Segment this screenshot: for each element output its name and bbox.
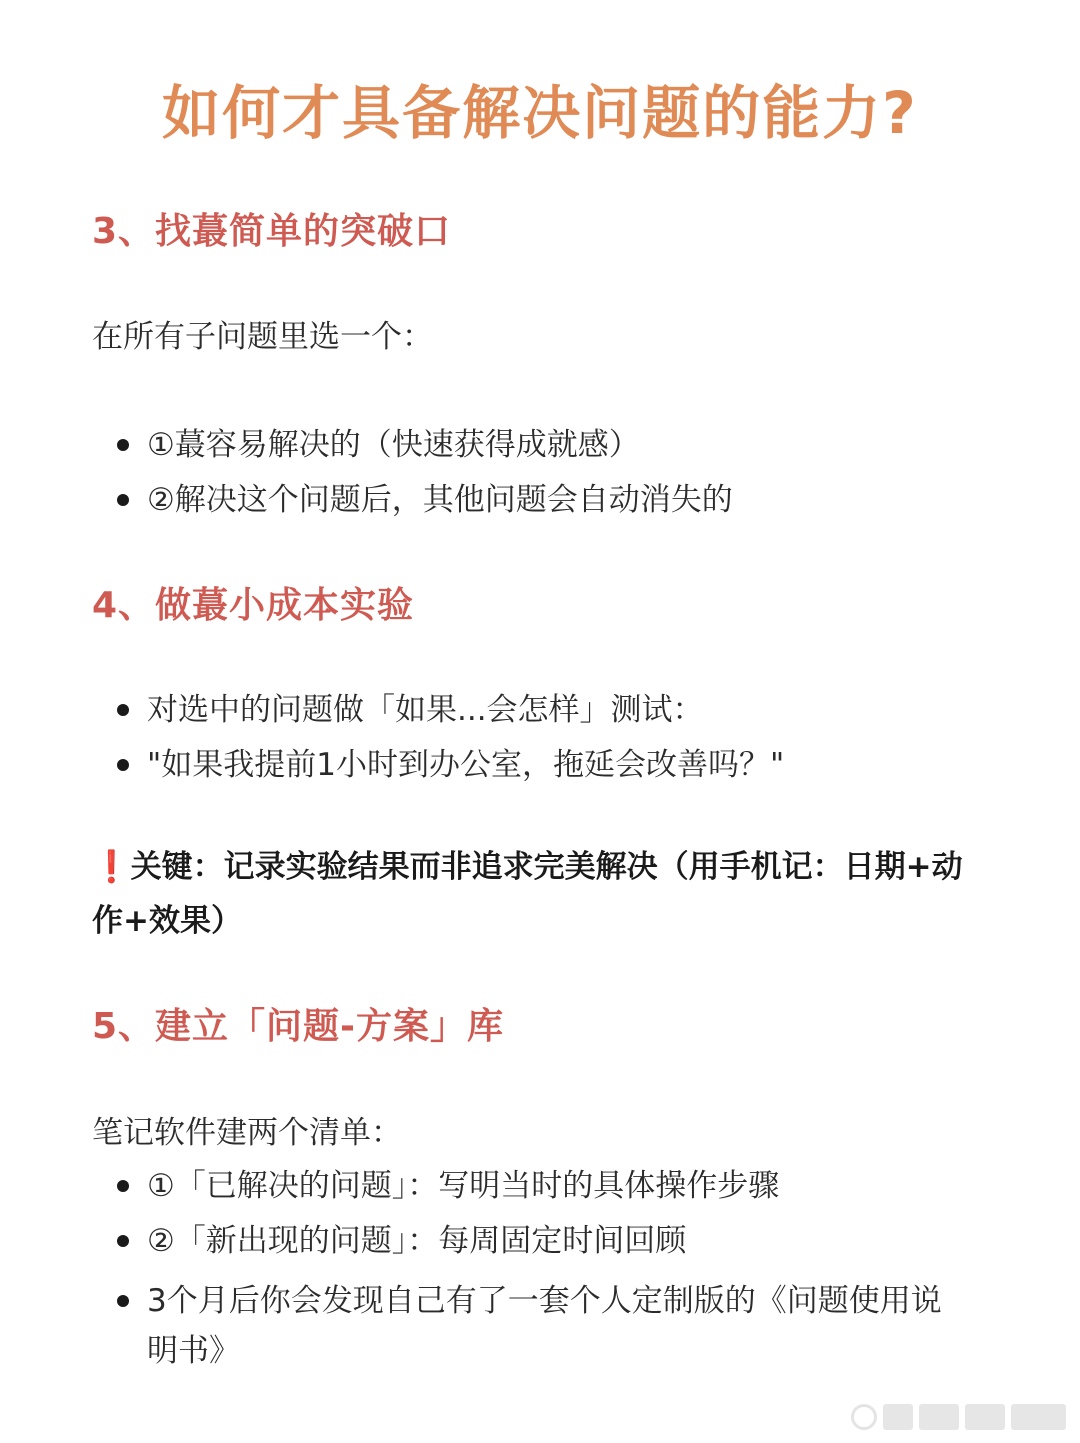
list-item-text: 对选中的问题做「如果...会怎样」测试： <box>147 692 704 728</box>
list-item <box>92 1276 982 1376</box>
bullet-dot-icon <box>117 759 129 771</box>
section-5-heading: 5、建立「问题-方案」库 <box>92 1006 504 1047</box>
section-5-intro: 笔记软件建两个清单： <box>92 1115 402 1151</box>
list-item-text: ①「已解决的问题」：写明当时的具体操作步骤 <box>147 1168 780 1204</box>
section-4-heading: 4、做蕞小成本实验 <box>92 585 415 626</box>
watermark-mark <box>965 1404 1005 1430</box>
bullet-dot-icon <box>117 494 129 506</box>
bullet-dot-icon <box>117 704 129 716</box>
watermark <box>851 1399 1066 1435</box>
list-item <box>92 1221 982 1261</box>
list-item <box>92 480 982 520</box>
section-4-list <box>92 690 982 785</box>
list-item-text: ①蕞容易解决的（快速获得成就感） <box>147 427 640 463</box>
watermark-logo-icon <box>851 1404 877 1430</box>
section-5-list <box>92 1166 982 1376</box>
watermark-mark <box>919 1404 959 1430</box>
bullet-dot-icon <box>117 1295 129 1307</box>
bullet-dot-icon <box>117 1180 129 1192</box>
section-3-list <box>92 425 982 520</box>
bullet-dot-icon <box>117 439 129 451</box>
list-item <box>92 690 982 730</box>
watermark-mark <box>883 1404 913 1430</box>
list-item <box>92 425 982 465</box>
list-item <box>92 1166 982 1206</box>
list-item-text: 3个月后你会发现自己有了一套个人定制版的《问题使用说明书》 <box>147 1283 942 1369</box>
list-item-text: ②「新出现的问题」：每周固定时间回顾 <box>147 1223 687 1259</box>
list-item <box>92 745 982 785</box>
section-3-intro: 在所有子问题里选一个： <box>92 319 433 355</box>
exclamation-icon: ❗ <box>92 849 131 885</box>
list-item-text: "如果我提前1小时到办公室，拖延会改善吗？" <box>147 747 785 783</box>
key-note <box>92 840 972 948</box>
list-item-text: ②解决这个问题后，其他问题会自动消失的 <box>147 482 733 518</box>
section-3-heading: 3、找蕞简单的突破口 <box>92 211 452 252</box>
bullet-dot-icon <box>117 1235 129 1247</box>
key-note-text: 关键：记录实验结果而非追求完美解决（用手机记：日期+动作+效果） <box>92 849 963 939</box>
watermark-mark <box>1011 1404 1066 1430</box>
page-title: 如何才具备解决问题的能力? <box>162 79 918 147</box>
